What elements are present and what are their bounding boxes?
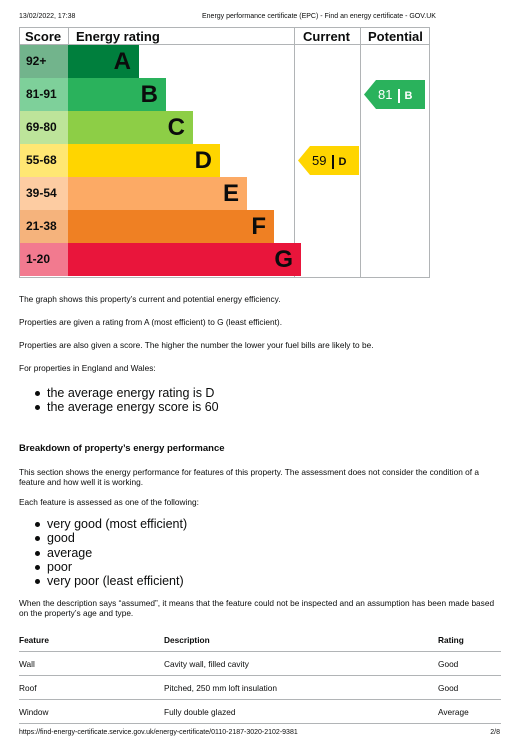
breakdown-heading: Breakdown of property’s energy performance [19, 443, 225, 454]
band-score-range: 81-91 [20, 78, 68, 111]
band-score-range: 21-38 [20, 210, 68, 243]
rating-band-e [20, 177, 294, 210]
list-item: average [47, 546, 187, 560]
list-item: good [47, 531, 187, 545]
band-bar [68, 177, 247, 210]
band-score-range: 55-68 [20, 144, 68, 177]
print-datetime: 13/02/2022, 17:38 [19, 13, 76, 20]
band-bar [68, 243, 301, 276]
chart-divider [68, 28, 69, 45]
chart-divider [360, 28, 361, 277]
rating-band-b [20, 78, 294, 111]
print-header [19, 13, 500, 23]
band-bar [68, 210, 274, 243]
band-score-range: 69-80 [20, 111, 68, 144]
table-row [19, 652, 501, 676]
chart-divider [294, 28, 295, 277]
table-row [19, 700, 501, 724]
band-score-range: 1-20 [20, 243, 68, 276]
table-cell-feature: Roof [19, 683, 37, 693]
energy-rating-chart [19, 27, 430, 278]
band-score-range: 92+ [20, 45, 68, 78]
table-cell-feature: Window [19, 707, 49, 717]
table-cell-rating: Average [438, 707, 469, 717]
print-footer [19, 729, 500, 739]
band-letter: G [274, 246, 293, 273]
intro-text: The graph shows this property’s current and potential energy efficiency. [19, 294, 281, 304]
band-letter: C [167, 114, 185, 141]
print-title: Energy performance certificate (EPC) - Find an energy certificate - GOV.UK [202, 13, 436, 20]
table-cell-rating: Good [438, 659, 459, 669]
separator [332, 155, 334, 169]
list-item: the average energy rating is D [47, 386, 219, 400]
band-score-range: 39-54 [20, 177, 68, 210]
score-explanation: Properties are also given a score. The higher the number the lower your fuel bills are likely to be. [19, 340, 374, 350]
separator [398, 89, 400, 103]
chart-header-row [20, 28, 429, 45]
band-bar [68, 144, 220, 177]
band-letter: E [222, 180, 239, 207]
rating-band-c [20, 111, 294, 144]
band-bar [68, 111, 193, 144]
print-url: https://find-energy-certificate.service.gov.uk/energy-certificate/0110-2187-3020-2102-9381 [19, 729, 298, 736]
potential-letter: B [404, 90, 413, 102]
table-cell-description: Cavity wall, filled cavity [164, 659, 249, 669]
current-letter: D [338, 156, 347, 168]
table-cell-description: Pitched, 250 mm loft insulation [164, 683, 277, 693]
assessment-list [47, 517, 187, 588]
averages-list [47, 386, 219, 415]
table-row [19, 676, 501, 700]
list-item: the average energy score is 60 [47, 400, 219, 415]
potential-score: 81 [378, 87, 393, 102]
chart-header-rating: Energy rating [76, 29, 160, 44]
list-item: very poor (least efficient) [47, 574, 187, 588]
band-letter: B [140, 81, 158, 108]
table-header-feature: Feature [19, 635, 49, 645]
table-header-rating: Rating [438, 635, 464, 645]
rating-band-f [20, 210, 294, 243]
band-bar [68, 78, 166, 111]
chart-header-current: Current [303, 29, 350, 44]
table-cell-feature: Wall [19, 659, 35, 669]
table-header-description: Description [164, 635, 210, 645]
chart-header-score: Score [25, 29, 62, 44]
region-text: For properties in England and Wales: [19, 363, 156, 373]
band-bar [68, 45, 139, 78]
band-letter: A [113, 48, 131, 75]
rating-band-a [20, 45, 294, 78]
table-cell-rating: Good [438, 683, 459, 693]
list-item: poor [47, 560, 187, 574]
assumed-note: When the description says “assumed”, it means that the feature could not be inspected and an assumption has been made based on the property’s age and type. [19, 598, 495, 618]
list-item: very good (most efficient) [47, 517, 188, 531]
page-number: 2/8 [490, 729, 500, 736]
band-letter: D [194, 147, 212, 174]
assessment-intro: Each feature is assessed as one of the following: [19, 497, 199, 507]
current-rating-arrow [298, 146, 359, 175]
table-cell-description: Fully double glazed [164, 707, 236, 717]
chart-header-potential: Potential [368, 29, 423, 44]
breakdown-intro: This section shows the energy performance for features of this property. The assessment does not consider the condition of a feature and how well it is working. [19, 467, 479, 487]
table-header-row [19, 628, 501, 652]
rating-band-d [20, 144, 294, 177]
rating-band-g [20, 243, 294, 276]
current-score: 59 [312, 153, 327, 168]
potential-rating-arrow [364, 80, 425, 109]
rating-explanation: Properties are given a rating from A (most efficient) to G (least efficient). [19, 317, 283, 327]
band-letter: F [251, 213, 266, 240]
